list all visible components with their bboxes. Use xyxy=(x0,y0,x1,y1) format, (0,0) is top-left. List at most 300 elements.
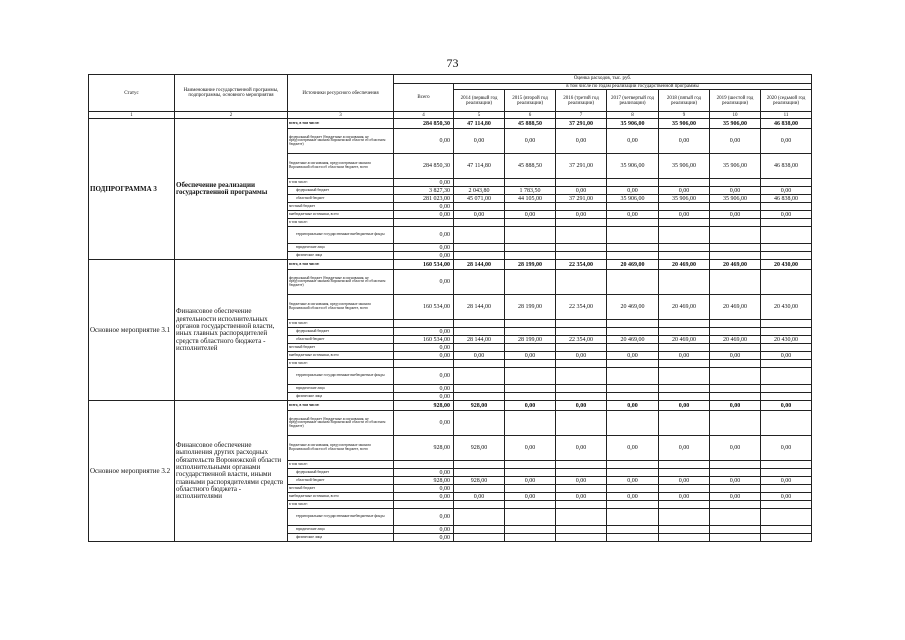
value-year xyxy=(505,469,556,477)
funding-source: областной бюджет xyxy=(288,195,394,203)
value-year: 0,00 xyxy=(505,436,556,461)
value-year: 0,00 xyxy=(505,401,556,411)
value-year: 47 114,80 xyxy=(454,119,505,129)
value-year xyxy=(710,534,761,542)
value-year: 0,00 xyxy=(659,187,710,195)
value-year xyxy=(454,227,505,244)
funding-source: юридические лица xyxy=(288,244,394,252)
funding-source: бюджетные ассигнования, предусмотренные законом Воронежской области об областном бюджете, всего xyxy=(288,295,394,320)
value-year xyxy=(556,393,607,401)
value-year: 35 906,00 xyxy=(659,195,710,203)
value-total xyxy=(394,461,454,469)
value-total: 928,00 xyxy=(394,477,454,485)
value-year: 47 114,80 xyxy=(454,154,505,179)
header-name: Наименование государственной программы, подпрограммы, основного мероприятия xyxy=(175,75,288,112)
header-year: 2015 (второй год реализации) xyxy=(505,90,556,112)
value-year: 0,00 xyxy=(659,211,710,219)
value-year: 0,00 xyxy=(710,436,761,461)
value-year xyxy=(607,469,659,477)
value-year xyxy=(556,534,607,542)
value-year xyxy=(454,203,505,211)
value-year: 0,00 xyxy=(761,493,812,501)
value-year xyxy=(454,344,505,352)
value-year xyxy=(710,360,761,368)
value-year xyxy=(607,485,659,493)
value-total: 0,00 xyxy=(394,509,454,526)
value-total: 0,00 xyxy=(394,534,454,542)
section-name: Финансовое обеспечение деятельности исполнительных органов государственной власти, иных главных распорядителей средств областного бюджета - исполнителей xyxy=(175,260,288,401)
value-year: 0,00 xyxy=(710,401,761,411)
value-year xyxy=(710,227,761,244)
value-year: 0,00 xyxy=(607,493,659,501)
value-year: 0,00 xyxy=(710,187,761,195)
value-year xyxy=(556,461,607,469)
funding-source: федеральный бюджет xyxy=(288,187,394,195)
value-year: 20 430,00 xyxy=(761,295,812,320)
value-year xyxy=(761,485,812,493)
value-total: 0,00 xyxy=(394,328,454,336)
value-total: 0,00 xyxy=(394,203,454,211)
header-column-number: 3 xyxy=(288,112,394,119)
value-year: 20 469,00 xyxy=(659,336,710,344)
value-year xyxy=(710,526,761,534)
value-year: 45 888,50 xyxy=(505,154,556,179)
value-year: 46 838,00 xyxy=(761,195,812,203)
funding-source: в том числе: xyxy=(288,179,394,187)
funding-source: в том числе: xyxy=(288,501,394,509)
section-status: Основное мероприятие 3.1 xyxy=(89,260,175,401)
value-year xyxy=(556,252,607,260)
value-year: 28 199,00 xyxy=(505,260,556,270)
value-year: 20 469,00 xyxy=(710,336,761,344)
value-year xyxy=(710,328,761,336)
value-year xyxy=(454,320,505,328)
value-year: 0,00 xyxy=(761,211,812,219)
value-year: 20 469,00 xyxy=(659,295,710,320)
value-total: 0,00 xyxy=(394,270,454,295)
value-year xyxy=(659,385,710,393)
value-year xyxy=(454,179,505,187)
table-row xyxy=(89,119,812,129)
budget-table xyxy=(88,74,812,542)
header-total: Всего xyxy=(394,84,454,112)
funding-source: юридические лица xyxy=(288,526,394,534)
value-year xyxy=(556,219,607,227)
value-year: 0,00 xyxy=(505,211,556,219)
value-year: 35 906,00 xyxy=(710,195,761,203)
header-estimate: Оценка расходов, тыс. руб. xyxy=(394,75,812,84)
value-year xyxy=(556,360,607,368)
value-year xyxy=(607,411,659,436)
funding-source: федеральный бюджет (бюджетные ассигнования, не предусмотренные законом Воронежской области об областном бюджете) xyxy=(288,129,394,154)
value-year xyxy=(710,411,761,436)
value-year: 928,00 xyxy=(454,436,505,461)
value-year xyxy=(454,469,505,477)
value-year: 35 906,00 xyxy=(710,119,761,129)
value-year: 0,00 xyxy=(556,352,607,360)
value-year xyxy=(454,244,505,252)
value-year: 0,00 xyxy=(659,436,710,461)
value-year xyxy=(505,509,556,526)
value-year xyxy=(607,368,659,385)
value-year xyxy=(659,320,710,328)
value-year xyxy=(454,328,505,336)
value-total: 0,00 xyxy=(394,493,454,501)
value-year xyxy=(761,179,812,187)
value-year xyxy=(556,270,607,295)
table-row xyxy=(89,260,812,270)
value-year xyxy=(607,270,659,295)
value-year: 0,00 xyxy=(607,352,659,360)
value-year xyxy=(761,227,812,244)
funding-source: местный бюджет xyxy=(288,485,394,493)
value-year xyxy=(659,270,710,295)
value-year: 0,00 xyxy=(710,129,761,154)
value-total: 0,00 xyxy=(394,485,454,493)
value-year: 0,00 xyxy=(556,436,607,461)
value-year: 20 469,00 xyxy=(710,260,761,270)
value-total: 0,00 xyxy=(394,411,454,436)
value-year: 0,00 xyxy=(454,129,505,154)
value-year: 0,00 xyxy=(454,211,505,219)
value-year xyxy=(556,179,607,187)
value-year xyxy=(505,320,556,328)
funding-source: физические лица xyxy=(288,534,394,542)
value-year xyxy=(710,509,761,526)
funding-source: в том числе: xyxy=(288,320,394,328)
value-total: 0,00 xyxy=(394,227,454,244)
value-year: 0,00 xyxy=(607,211,659,219)
value-year xyxy=(659,344,710,352)
value-year: 44 105,00 xyxy=(505,195,556,203)
value-year xyxy=(505,344,556,352)
value-year xyxy=(761,219,812,227)
value-year xyxy=(659,534,710,542)
value-year: 20 469,00 xyxy=(607,336,659,344)
value-year xyxy=(505,368,556,385)
funding-source: территориальные государственные внебюджетные фонды xyxy=(288,368,394,385)
value-year xyxy=(659,368,710,385)
value-year xyxy=(556,227,607,244)
value-year: 22 354,00 xyxy=(556,336,607,344)
value-year xyxy=(454,534,505,542)
value-total: 160 534,00 xyxy=(394,295,454,320)
value-year xyxy=(710,179,761,187)
value-year: 0,00 xyxy=(659,477,710,485)
value-year xyxy=(556,509,607,526)
value-year xyxy=(659,219,710,227)
value-year xyxy=(607,534,659,542)
header-year: 2014 (первый год реализации) xyxy=(454,90,505,112)
value-year xyxy=(607,320,659,328)
value-year xyxy=(761,461,812,469)
value-year xyxy=(710,219,761,227)
value-year xyxy=(607,461,659,469)
value-year xyxy=(454,385,505,393)
header-column-number: 6 xyxy=(505,112,556,119)
funding-source: территориальные государственные внебюджетные фонды xyxy=(288,509,394,526)
value-year xyxy=(454,368,505,385)
value-year: 0,00 xyxy=(607,401,659,411)
value-total: 0,00 xyxy=(394,385,454,393)
value-year xyxy=(607,252,659,260)
funding-source: территориальные государственные внебюджетные фонды xyxy=(288,227,394,244)
value-year xyxy=(659,526,710,534)
value-total: 0,00 xyxy=(394,368,454,385)
value-year: 28 144,00 xyxy=(454,260,505,270)
value-year: 0,00 xyxy=(710,477,761,485)
value-year xyxy=(659,227,710,244)
value-year xyxy=(607,328,659,336)
value-year: 0,00 xyxy=(505,477,556,485)
value-year: 37 291,00 xyxy=(556,195,607,203)
value-year xyxy=(710,203,761,211)
value-year: 0,00 xyxy=(607,477,659,485)
value-year: 0,00 xyxy=(556,401,607,411)
value-year xyxy=(505,252,556,260)
header-year: 2020 (седьмой год реализации) xyxy=(761,90,812,112)
value-year: 28 144,00 xyxy=(454,295,505,320)
value-year xyxy=(505,227,556,244)
section-name: Финансовое обеспечение выполнения других расходных обязательств Воронежской области исполнительными органами государственной власти, иными главными распорядителями средств областного бюджета - исполнителями xyxy=(175,401,288,542)
value-year: 35 906,00 xyxy=(607,195,659,203)
value-year xyxy=(761,328,812,336)
funding-source: в том числе: xyxy=(288,461,394,469)
value-year xyxy=(607,393,659,401)
header-column-number: 5 xyxy=(454,112,505,119)
value-year: 0,00 xyxy=(659,493,710,501)
section-status: ПОДПРОГРАММА 3 xyxy=(89,119,175,260)
funding-source: всего, в том числе: xyxy=(288,401,394,411)
value-year: 0,00 xyxy=(454,352,505,360)
value-year xyxy=(607,244,659,252)
table-header xyxy=(89,75,812,119)
value-year: 0,00 xyxy=(761,129,812,154)
header-column-number: 11 xyxy=(761,112,812,119)
value-year xyxy=(761,360,812,368)
value-year: 37 291,00 xyxy=(556,119,607,129)
header-year: 2019 (шестой год реализации) xyxy=(710,90,761,112)
header-year: 2018 (пятый год реализации) xyxy=(659,90,710,112)
value-year xyxy=(454,270,505,295)
value-total: 0,00 xyxy=(394,244,454,252)
value-year: 28 144,00 xyxy=(454,336,505,344)
value-year xyxy=(556,368,607,385)
value-year xyxy=(659,244,710,252)
funding-source: в том числе: xyxy=(288,360,394,368)
value-total: 0,00 xyxy=(394,344,454,352)
value-year xyxy=(454,252,505,260)
value-year: 0,00 xyxy=(505,129,556,154)
value-year: 0,00 xyxy=(710,211,761,219)
funding-source: бюджетные ассигнования, предусмотренные законом Воронежской области об областном бюджете, всего xyxy=(288,436,394,461)
value-year: 0,00 xyxy=(556,187,607,195)
value-year: 0,00 xyxy=(761,401,812,411)
funding-source: бюджетные ассигнования, предусмотренные законом Воронежской области об областном бюджете, всего xyxy=(288,154,394,179)
value-year xyxy=(710,270,761,295)
funding-source: всего, в том числе: xyxy=(288,260,394,270)
value-year xyxy=(761,526,812,534)
value-year xyxy=(607,526,659,534)
header-status: Статус xyxy=(89,75,175,112)
value-year xyxy=(710,501,761,509)
value-year: 20 430,00 xyxy=(761,336,812,344)
value-total xyxy=(394,360,454,368)
value-year xyxy=(710,244,761,252)
value-year: 0,00 xyxy=(607,187,659,195)
value-year xyxy=(710,469,761,477)
value-year xyxy=(454,485,505,493)
value-year: 0,00 xyxy=(556,129,607,154)
value-year xyxy=(505,501,556,509)
value-year xyxy=(761,411,812,436)
value-year xyxy=(761,244,812,252)
value-year: 20 469,00 xyxy=(607,295,659,320)
funding-source: в том числе: xyxy=(288,219,394,227)
value-total: 928,00 xyxy=(394,436,454,461)
value-year xyxy=(505,203,556,211)
value-year xyxy=(761,534,812,542)
value-total: 3 827,30 xyxy=(394,187,454,195)
value-year xyxy=(659,461,710,469)
header-column-number: 2 xyxy=(175,112,288,119)
value-total: 284 850,30 xyxy=(394,119,454,129)
value-year xyxy=(710,485,761,493)
value-year xyxy=(761,252,812,260)
value-year xyxy=(607,360,659,368)
value-year xyxy=(659,485,710,493)
value-total: 928,00 xyxy=(394,401,454,411)
value-year: 928,00 xyxy=(454,477,505,485)
value-year xyxy=(505,270,556,295)
funding-source: федеральный бюджет xyxy=(288,328,394,336)
funding-source: местный бюджет xyxy=(288,344,394,352)
section-name: Обеспечение реализации государственной программы xyxy=(175,119,288,260)
table-body xyxy=(89,119,812,542)
value-year xyxy=(556,385,607,393)
value-year xyxy=(761,270,812,295)
funding-source: внебюджетные источники, всего xyxy=(288,493,394,501)
value-total xyxy=(394,219,454,227)
value-year xyxy=(556,526,607,534)
header-column-number: 10 xyxy=(710,112,761,119)
value-year: 2 043,80 xyxy=(454,187,505,195)
header-by-years: в том числе по годам реализации государственной программы xyxy=(454,84,812,90)
header-column-number: 7 xyxy=(556,112,607,119)
value-year xyxy=(761,385,812,393)
value-year: 35 906,00 xyxy=(659,154,710,179)
value-total: 0,00 xyxy=(394,252,454,260)
value-year: 35 906,00 xyxy=(607,119,659,129)
value-year: 35 906,00 xyxy=(607,154,659,179)
value-year: 0,00 xyxy=(454,493,505,501)
value-total xyxy=(394,320,454,328)
value-year: 37 291,00 xyxy=(556,154,607,179)
value-year xyxy=(659,393,710,401)
value-year: 35 906,00 xyxy=(659,119,710,129)
value-year xyxy=(710,320,761,328)
value-total: 0,00 xyxy=(394,526,454,534)
value-year xyxy=(659,179,710,187)
value-year xyxy=(761,509,812,526)
value-year: 35 906,00 xyxy=(710,154,761,179)
value-year xyxy=(761,393,812,401)
value-year xyxy=(607,179,659,187)
value-year xyxy=(556,501,607,509)
header-column-number: 4 xyxy=(394,112,454,119)
value-year xyxy=(659,252,710,260)
value-year: 22 354,00 xyxy=(556,295,607,320)
value-year: 28 199,00 xyxy=(505,295,556,320)
funding-source: областной бюджет xyxy=(288,336,394,344)
value-year: 0,00 xyxy=(659,352,710,360)
funding-source: областной бюджет xyxy=(288,477,394,485)
value-year: 0,00 xyxy=(710,352,761,360)
value-year xyxy=(761,469,812,477)
value-year xyxy=(761,501,812,509)
value-year xyxy=(659,203,710,211)
value-year: 0,00 xyxy=(761,352,812,360)
value-year xyxy=(454,526,505,534)
value-total: 284 850,30 xyxy=(394,154,454,179)
value-year: 45 071,00 xyxy=(454,195,505,203)
value-year xyxy=(761,320,812,328)
value-year: 0,00 xyxy=(556,477,607,485)
value-year: 28 199,00 xyxy=(505,336,556,344)
value-year xyxy=(505,534,556,542)
value-total xyxy=(394,501,454,509)
value-total: 0,00 xyxy=(394,129,454,154)
value-year xyxy=(556,328,607,336)
value-year xyxy=(505,328,556,336)
value-year xyxy=(556,320,607,328)
value-year xyxy=(710,368,761,385)
funding-source: всего, в том числе: xyxy=(288,119,394,129)
value-year xyxy=(556,469,607,477)
value-year xyxy=(659,509,710,526)
value-year: 0,00 xyxy=(607,436,659,461)
value-year xyxy=(607,509,659,526)
value-year xyxy=(556,411,607,436)
value-year xyxy=(505,411,556,436)
header-column-number: 1 xyxy=(89,112,175,119)
header-column-number: 8 xyxy=(607,112,659,119)
value-year xyxy=(761,344,812,352)
value-year xyxy=(505,219,556,227)
value-year: 20 469,00 xyxy=(607,260,659,270)
value-year: 1 783,50 xyxy=(505,187,556,195)
value-year: 46 838,00 xyxy=(761,119,812,129)
funding-source: физические лица xyxy=(288,252,394,260)
value-year: 45 888,50 xyxy=(505,119,556,129)
value-year xyxy=(505,393,556,401)
table-row xyxy=(89,401,812,411)
header-source: Источники ресурсного обеспечения xyxy=(288,75,394,112)
funding-source: федеральный бюджет xyxy=(288,469,394,477)
funding-source: внебюджетные источники, всего xyxy=(288,211,394,219)
value-total: 160 534,00 xyxy=(394,260,454,270)
value-year xyxy=(607,219,659,227)
value-year xyxy=(556,344,607,352)
value-year: 20 469,00 xyxy=(710,295,761,320)
value-year: 46 838,00 xyxy=(761,154,812,179)
value-year xyxy=(505,179,556,187)
value-year xyxy=(710,461,761,469)
funding-source: местный бюджет xyxy=(288,203,394,211)
value-year xyxy=(761,368,812,385)
value-year xyxy=(454,219,505,227)
value-total: 0,00 xyxy=(394,352,454,360)
